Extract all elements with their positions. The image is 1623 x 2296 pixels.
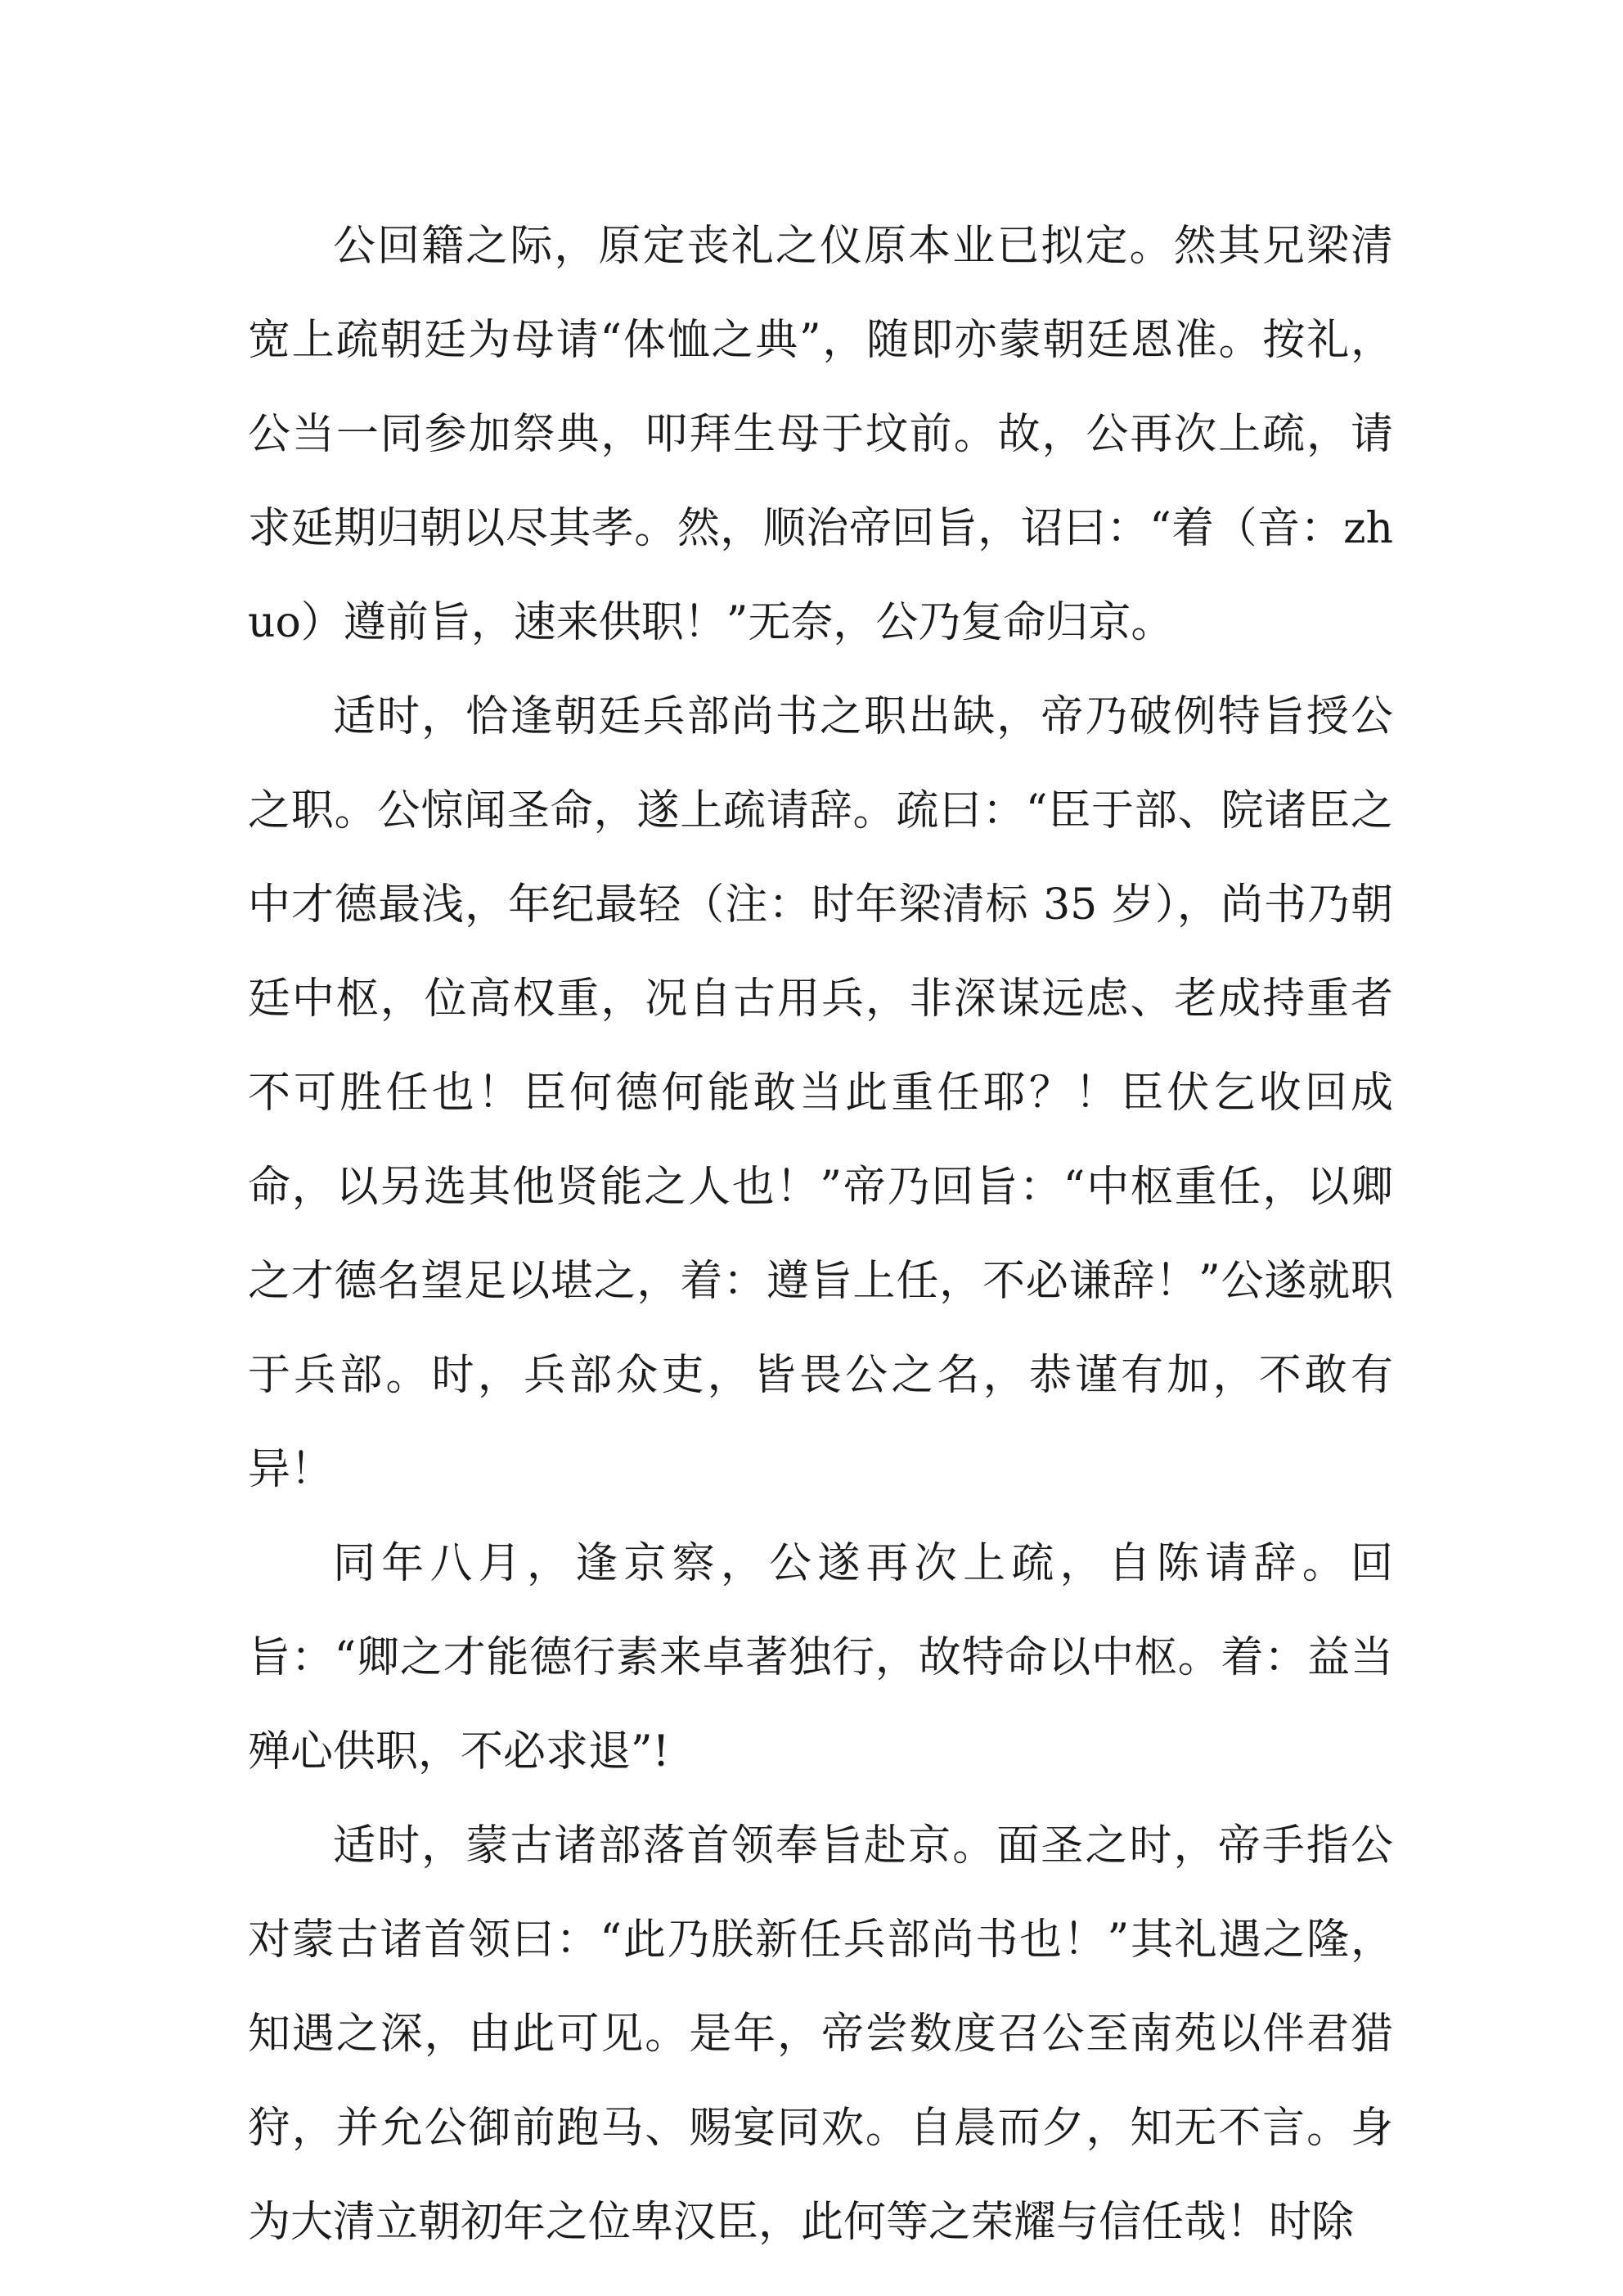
paragraph-2: 适时，恰逢朝廷兵部尚书之职出缺，帝乃破例特旨授公之职。公惊闻圣命，遂上疏请辞。疏曰：“臣于部、院诸臣之中才德最浅，年纪最轻（注：时年梁清标 35 岁），尚书乃朝廷中枢，位高权重，况自古用兵，非深谋远虑、老成持重者不可胜任也！臣何德何能敢当此重任耶？！臣伏乞收回成命，以另选其他贤能之人也！”帝乃回旨：“中枢重任，以卿之才德名望足以堪之，着：遵旨上任，不必谦辞！”公遂就职于兵部。时，兵部众吏，皆畏公之名，恭谨有加，不敢有异！: [248, 692, 1393, 1494]
paragraph-1: 公回籍之际，原定丧礼之仪原本业已拟定。然其兄梁清宽上疏朝廷为母请“体恤之典”，随即亦蒙朝廷恩准。按礼，公当一同参加祭典，叩拜生母于坟前。故，公再次上疏，请求延期归朝以尽其孝。然，顺治帝回旨，诏曰：“着（音：zhuo）遵前旨，速来供职！”无奈，公乃复命归京。: [248, 222, 1393, 647]
body-text: [248, 200, 1393, 2270]
paragraph-4: 适时，蒙古诸部落首领奉旨赴京。面圣之时，帝手指公对蒙古诸首领曰：“此乃朕新任兵部尚书也！”其礼遇之隆，知遇之深，由此可见。是年，帝尝数度召公至南苑以伴君猎狩，并允公御前跑马、赐宴同欢。自晨而夕，知无不言。身为大清立朝初年之位卑汉臣，此何等之荣耀与信任哉！时除: [248, 1821, 1393, 2247]
paragraph-3: 同年八月，逢京察，公遂再次上疏，自陈请辞。回旨：“卿之才能德行素来卓著独行，故特命以中枢。着：益当殚心供职，不必求退”!: [248, 1539, 1393, 1776]
